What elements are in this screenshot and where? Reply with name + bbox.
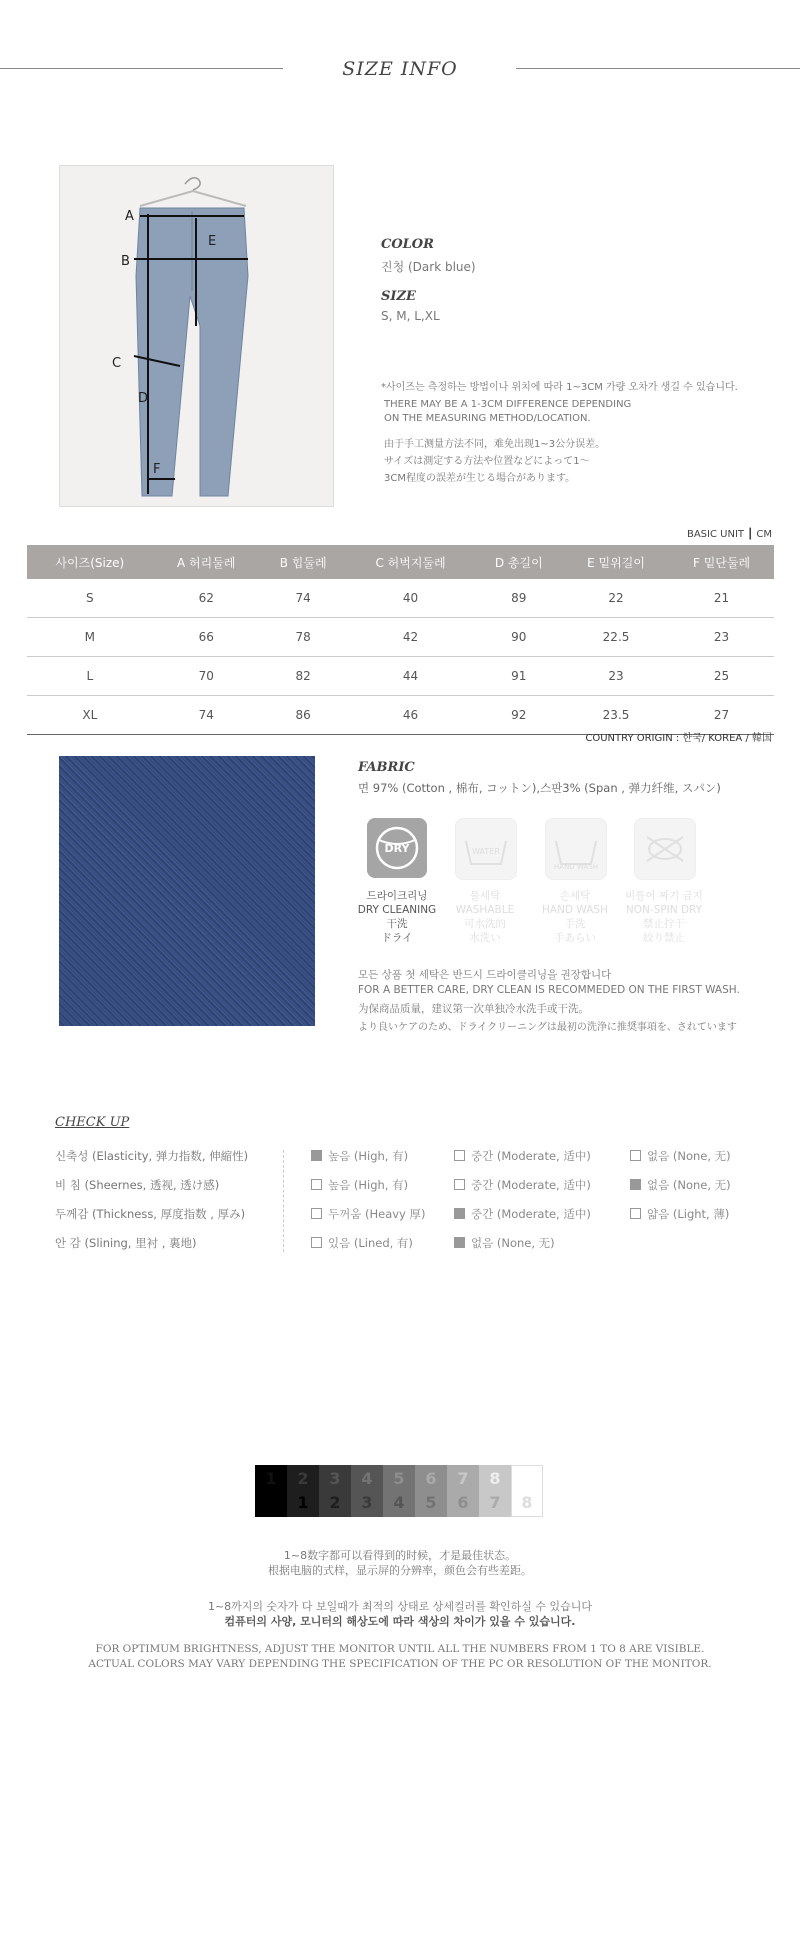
checkup-divider [283, 1150, 284, 1252]
checkbox[interactable] [454, 1150, 465, 1161]
checkbox[interactable] [311, 1208, 322, 1219]
table-cell: 42 [346, 618, 474, 657]
care-line: 手あらい [554, 932, 596, 944]
care-line: WASHABLE [455, 904, 515, 916]
size-note-jp-2: 3CM程度の誤差が生じる場合があります。 [384, 473, 576, 484]
care-line: 干洗 [386, 918, 408, 930]
option-label: 중간 (Moderate, 适中) [471, 1207, 591, 1221]
checkup-label-sheerness: 비 침 (Sheernes, 透视, 透け感) [55, 1178, 220, 1192]
calibration-number: 3 [361, 1493, 373, 1512]
table-cell: M [27, 618, 153, 657]
checkup-label-thickness: 두께감 (Thickness, 厚度指数 , 厚み) [55, 1207, 246, 1221]
calibration-number: 8 [489, 1469, 501, 1488]
calibration-number: 3 [329, 1469, 341, 1488]
size-table-col-a: A 허리둘레 [153, 545, 260, 579]
table-cell: 25 [669, 657, 774, 696]
care-caption-nospin [614, 889, 714, 945]
table-cell: 91 [475, 657, 563, 696]
table-cell: 22.5 [563, 618, 669, 657]
option-label: 높음 (High, 有) [328, 1149, 409, 1163]
washable-icon-text: WATER [472, 847, 500, 856]
care-note-en: FOR A BETTER CARE, DRY CLEAN IS RECOMMEDED ON THE FIRST WASH. [358, 984, 740, 996]
product-photo [59, 165, 334, 507]
table-cell: 27 [669, 696, 774, 735]
calibration-number: 4 [393, 1493, 405, 1512]
table-row [27, 657, 774, 696]
table-cell: L [27, 657, 153, 696]
table-cell: 46 [346, 696, 474, 735]
option-label: 두꺼움 (Heavy 厚) [328, 1207, 426, 1221]
size-note-cn: 由于手工测量方法不同，难免出现1~3公分误差。 [384, 439, 606, 450]
care-note-jp: より良いケアのため、ドライクリーニングは最初の洗浄に推奨事項を、されています [358, 1022, 737, 1033]
care-caption-dry [347, 889, 447, 945]
table-cell: 90 [475, 618, 563, 657]
checkbox-checked[interactable] [630, 1179, 641, 1190]
option-label: 없음 (None, 无) [647, 1149, 731, 1163]
calibration-kr-1: 1~8까지의 숫자가 다 보일때가 최적의 상태로 상세컬러를 확인하실 수 있습니다 [207, 1600, 593, 1613]
table-cell: 23.5 [563, 696, 669, 735]
measure-label-a: A [125, 209, 134, 224]
checkup-label-elasticity: 신축성 (Elasticity, 弹力指数, 伸縮性) [55, 1149, 249, 1163]
table-cell: 23 [669, 618, 774, 657]
checkup-label-lining: 안 감 (Slining, 里衬 , 裏地) [55, 1236, 197, 1250]
table-cell: 86 [260, 696, 347, 735]
calibration-number: 1 [297, 1493, 309, 1512]
care-line: HAND WASH [542, 904, 608, 916]
size-table [27, 545, 774, 735]
table-cell: 66 [153, 618, 260, 657]
basic-unit: BASIC UNIT ┃ CM [686, 529, 772, 540]
care-line: 可水洗的 [464, 918, 506, 930]
color-value: 진청 (Dark blue) [381, 260, 476, 274]
calibration-number: 5 [393, 1469, 405, 1488]
jeans-diagram [60, 166, 333, 506]
care-caption-handwash [525, 889, 625, 945]
table-cell: 40 [346, 579, 474, 618]
table-cell: 22 [563, 579, 669, 618]
option-label: 없음 (None, 无) [471, 1236, 555, 1250]
size-label: SIZE [381, 289, 416, 304]
checkbox[interactable] [630, 1208, 641, 1219]
fabric-swatch [59, 756, 315, 1026]
care-line: ドライ [381, 932, 413, 944]
care-note-kr: 모든 상품 첫 세탁은 반드시 드라이클리닝을 권장합니다 [358, 969, 612, 981]
care-caption-washable [435, 889, 535, 945]
dry-clean-icon-text: DRY [384, 842, 410, 855]
calibration-kr-2: 컴퓨터의 사양, 모니터의 해상도에 따라 색상의 차이가 있을 수 있습니다. [224, 1615, 576, 1628]
calibration-number: 4 [361, 1469, 373, 1488]
table-cell: 74 [153, 696, 260, 735]
table-cell: 44 [346, 657, 474, 696]
table-cell: XL [27, 696, 153, 735]
calibration-number: 7 [457, 1469, 469, 1488]
size-table-col-b: B 힙둘레 [260, 545, 347, 579]
calibration-number: 2 [329, 1493, 341, 1512]
checkbox-checked[interactable] [311, 1150, 322, 1161]
size-table-col-e: E 밑위길이 [563, 545, 669, 579]
option-label: 중간 (Moderate, 适中) [471, 1178, 591, 1192]
checkbox-checked[interactable] [454, 1208, 465, 1219]
checkbox[interactable] [454, 1179, 465, 1190]
checkup-title: CHECK UP [55, 1115, 130, 1130]
size-table-col-f: F 밑단둘레 [669, 545, 774, 579]
table-cell: 70 [153, 657, 260, 696]
calibration-number: 6 [425, 1469, 437, 1488]
care-line: 水洗い [469, 932, 501, 944]
calibration-en-2: ACTUAL COLORS MAY VARY DEPENDING THE SPECIFICATION OF THE PC OR RESOLUTION OF THE MONITOR. [88, 1658, 712, 1670]
size-table-header [27, 545, 774, 579]
checkup-option[interactable] [311, 1206, 426, 1222]
calibration-number: 1 [265, 1469, 277, 1488]
option-label: 중간 (Moderate, 适中) [471, 1149, 591, 1163]
calibration-number: 6 [457, 1493, 469, 1512]
size-note-kr: *사이즈는 측정하는 방법이나 위치에 따라 1~3CM 가량 오차가 생길 수 있습니다. [381, 382, 738, 393]
size-value: S, M, L,XL [381, 309, 440, 323]
size-table-col-d: D 총길이 [475, 545, 563, 579]
checkup-option[interactable] [630, 1177, 731, 1193]
measure-label-d: D [138, 391, 149, 406]
calibration-number: 2 [297, 1469, 309, 1488]
hand-wash-icon [545, 818, 607, 880]
checkup-option[interactable] [454, 1235, 555, 1251]
checkup-option[interactable] [311, 1177, 408, 1193]
measure-label-f: F [153, 462, 161, 477]
table-cell: 23 [563, 657, 669, 696]
checkbox[interactable] [311, 1179, 322, 1190]
table-cell: 89 [475, 579, 563, 618]
care-line: NON-SPIN DRY [625, 904, 703, 916]
dry-clean-icon [367, 818, 427, 878]
no-spin-dry-icon [634, 818, 696, 880]
care-line: 드라이크리닝 [366, 890, 428, 902]
table-row [27, 579, 774, 618]
checkup-option[interactable] [454, 1148, 591, 1164]
option-label: 얇음 (Light, 薄) [647, 1207, 730, 1221]
calibration-number: 7 [489, 1493, 501, 1512]
table-cell: 92 [475, 696, 563, 735]
calibration-cn-1: 1~8数字都可以看得到的时候，才是最佳状态。 [283, 1549, 517, 1562]
calibration-en-1: FOR OPTIMUM BRIGHTNESS, ADJUST THE MONITOR UNTIL ALL THE NUMBERS FROM 1 TO 8 ARE VISIBLE. [95, 1643, 705, 1655]
checkbox[interactable] [630, 1150, 641, 1161]
care-line: DRY CLEANING [357, 904, 437, 916]
fabric-label: FABRIC [358, 760, 415, 775]
size-table-col-c: C 허벅지둘레 [346, 545, 474, 579]
size-note-en-1: THERE MAY BE A 1-3CM DIFFERENCE DEPENDING [384, 399, 632, 410]
washable-icon [455, 818, 517, 880]
care-line: 손세탁 [559, 890, 591, 902]
color-label: COLOR [381, 237, 434, 252]
checkup-option[interactable] [454, 1177, 591, 1193]
measure-label-b: B [121, 254, 130, 269]
care-note-cn: 为保商品质量，建议第一次单独冷水洗手或干洗。 [358, 1003, 589, 1015]
checkup-option[interactable] [311, 1235, 413, 1251]
calibration-cn-2: 根据电脑的式样，显示屏的分辨率，颜色会有些差距。 [268, 1564, 532, 1577]
table-row [27, 618, 774, 657]
country-origin: COUNTRY ORIGIN : 한국/ KOREA / 韓国 [585, 733, 772, 744]
care-line: 絞り禁止 [643, 932, 685, 944]
care-line: 禁止拧干 [643, 918, 685, 930]
care-line: 물세탁 [469, 890, 501, 902]
care-line: 手洗 [564, 918, 586, 930]
checkup-option[interactable] [630, 1148, 731, 1164]
option-label: 높음 (High, 有) [328, 1178, 409, 1192]
checkup-option[interactable] [311, 1148, 408, 1164]
size-table-col-size: 사이즈(Size) [27, 545, 153, 579]
checkup-option[interactable] [630, 1206, 729, 1222]
calibration-number: 8 [521, 1493, 533, 1512]
table-cell: 78 [260, 618, 347, 657]
table-cell: S [27, 579, 153, 618]
table-cell: 62 [153, 579, 260, 618]
measure-label-e: E [208, 234, 217, 249]
measure-label-c: C [112, 356, 122, 371]
fabric-value: 면 97% (Cotton , 棉布, コットン),스판3% (Span , 弹力纤维, スパン) [358, 781, 721, 795]
table-cell: 82 [260, 657, 347, 696]
size-note-jp-1: サイズは測定する方法や位置などによって1〜 [384, 456, 590, 467]
checkup-option[interactable] [454, 1206, 591, 1222]
checkbox[interactable] [311, 1237, 322, 1248]
checkbox-checked[interactable] [454, 1237, 465, 1248]
option-label: 있음 (Lined, 有) [328, 1236, 413, 1250]
table-cell: 74 [260, 579, 347, 618]
table-cell: 21 [669, 579, 774, 618]
calibration-strip [255, 1465, 543, 1517]
page-title: SIZE INFO [342, 58, 458, 80]
size-note-en-2: ON THE MEASURING METHOD/LOCATION. [384, 413, 591, 424]
care-line: 비틀어 짜기 금지 [625, 890, 703, 902]
calibration-number: 5 [425, 1493, 437, 1512]
option-label: 없음 (None, 无) [647, 1178, 731, 1192]
hand-wash-icon-text: HAND WASH [554, 863, 598, 871]
